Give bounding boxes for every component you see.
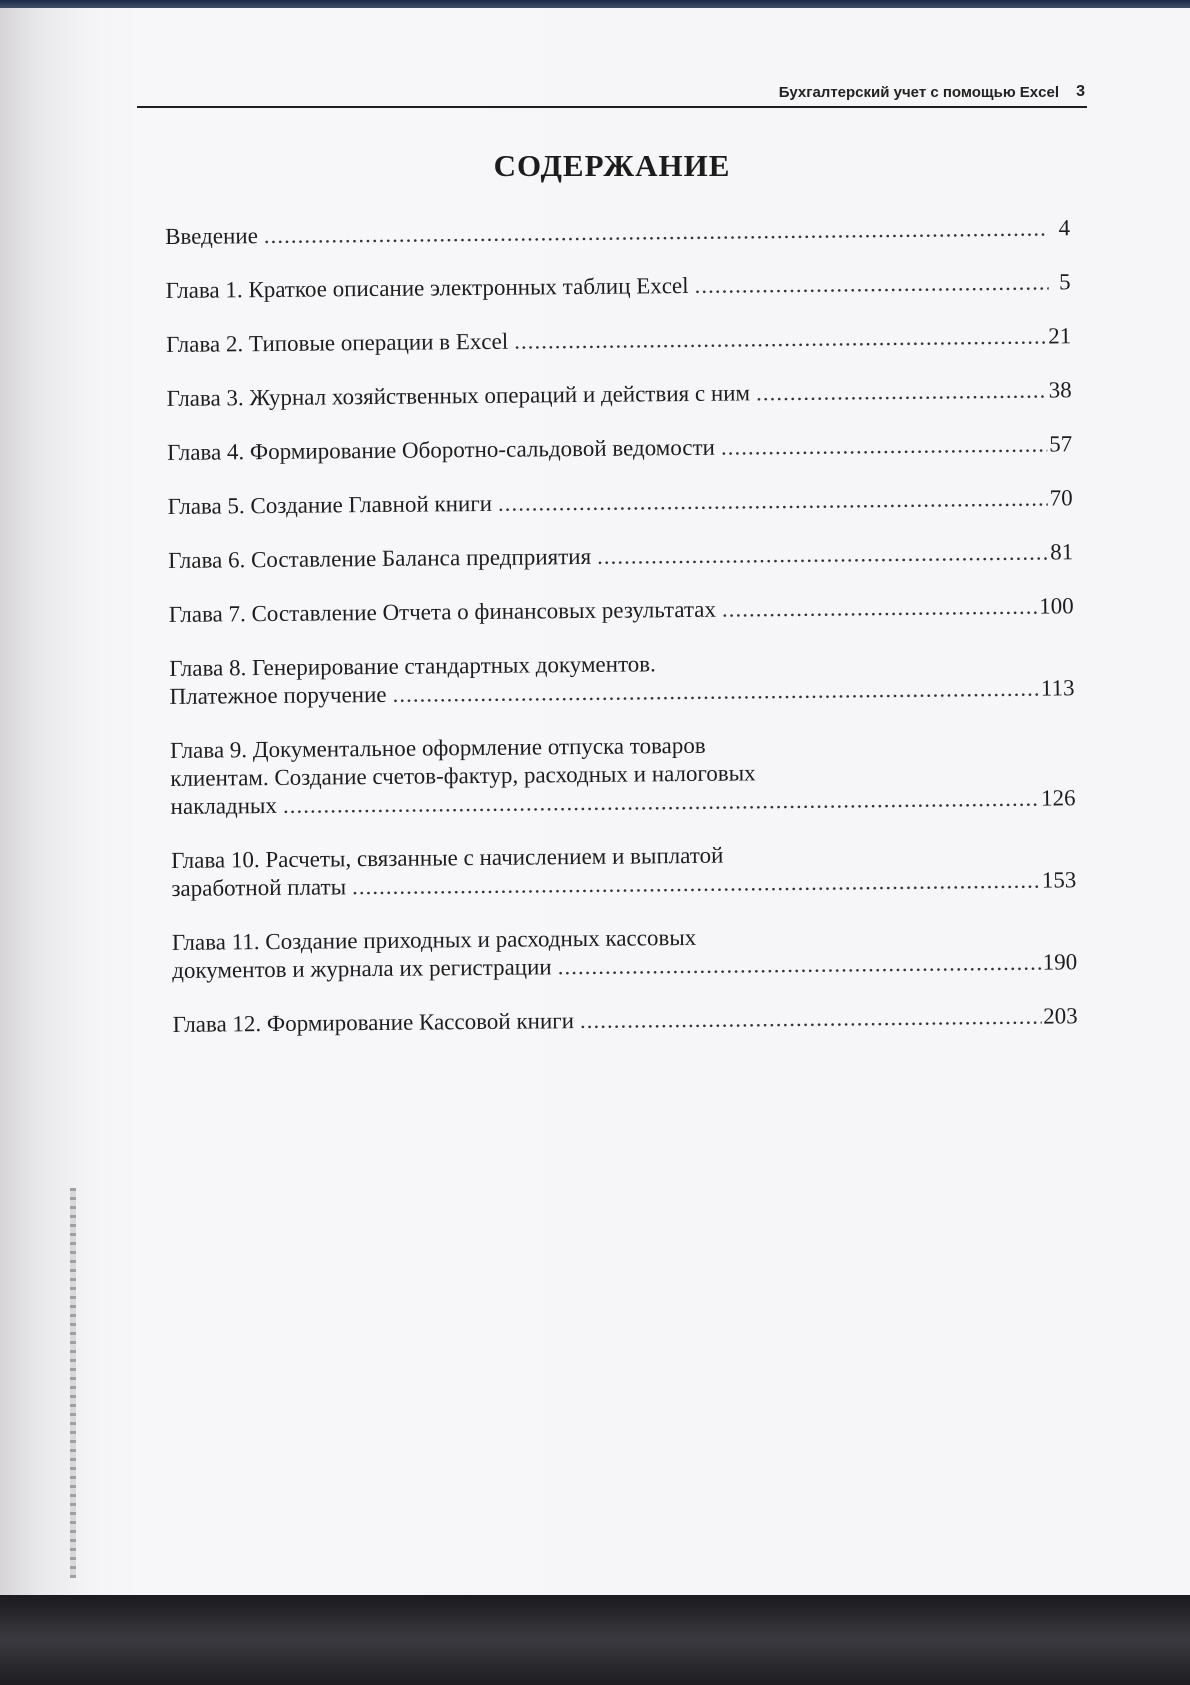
toc-entry-text: Глава 2. Типовые операции в Excel: [166, 328, 509, 357]
table-of-contents: [165, 214, 1078, 1065]
toc-page-number: 4: [1058, 215, 1071, 241]
toc-page-number: 126: [1040, 785, 1076, 811]
toc-entry-line: [168, 538, 1073, 575]
toc-dot-leader: [597, 539, 1048, 571]
running-header: [137, 74, 1087, 108]
toc-entry[interactable]: [168, 538, 1073, 575]
toc-dot-leader: [392, 675, 1039, 709]
toc-title: СОДЕРЖАНИЕ: [493, 148, 731, 183]
toc-entry-text: заработной платы: [171, 874, 347, 901]
toc-page-number: 190: [1042, 949, 1078, 975]
toc-entry-text: Введение: [165, 223, 258, 249]
toc-page-number: 81: [1050, 539, 1074, 565]
toc-entry-line: [166, 268, 1071, 305]
toc-entry-text: Глава 12. Формирование Кассовой книги: [172, 1008, 575, 1037]
toc-entry-line: [167, 376, 1072, 413]
toc-dot-leader: [264, 215, 1049, 251]
toc-entry-line: [165, 214, 1070, 251]
toc-page-number: 5: [1058, 269, 1071, 295]
toc-entry[interactable]: [169, 592, 1074, 629]
toc-entry-text: Глава 10. Расчеты, связанные с начислением и выплатой: [170, 842, 724, 873]
toc-entry[interactable]: [166, 322, 1071, 359]
toc-dot-leader: [694, 269, 1048, 300]
toc-entry-text: документов и журнала их регистрации: [172, 954, 552, 983]
toc-entry-line: [166, 322, 1071, 359]
toc-page-number: 153: [1041, 867, 1077, 893]
toc-entry[interactable]: [171, 838, 1076, 903]
toc-page-number: 21: [1048, 323, 1072, 349]
toc-entry-text: накладных: [170, 792, 278, 819]
toc-entry[interactable]: [170, 728, 1076, 821]
toc-entry-text: Глава 4. Формирование Оборотно-сальдовой ведомости: [167, 434, 716, 465]
toc-entry-text: Глава 8. Генерирование стандартных документов.: [169, 651, 656, 681]
binding-shadow: [70, 1188, 76, 1578]
toc-entry-text: Глава 9. Документальное оформление отпуска товаров: [169, 732, 706, 763]
toc-entry-text: Глава 6. Составление Баланса предприятия: [168, 543, 592, 573]
scan-bottom-edge: [0, 1595, 1190, 1685]
toc-dot-leader: [283, 785, 1039, 820]
toc-dot-leader: [557, 949, 1040, 982]
toc-entry[interactable]: [166, 268, 1071, 305]
toc-dot-leader: [580, 1003, 1041, 1035]
toc-entry-line: [169, 592, 1074, 629]
toc-entry-line: [173, 1002, 1078, 1039]
toc-entry[interactable]: [165, 214, 1070, 251]
toc-page-number: 203: [1043, 1003, 1078, 1029]
page-number: 3: [1076, 83, 1085, 100]
toc-entry-text: Глава 7. Составление Отчета о финансовых результатах: [168, 596, 717, 627]
toc-page-number: 100: [1039, 593, 1074, 619]
toc-dot-leader: [514, 323, 1046, 356]
toc-entry-text: Глава 1. Краткое описание электронных таблиц Excel: [165, 272, 689, 303]
toc-entry-text: клиентам. Создание счетов-фактур, расходных и налоговых: [170, 760, 756, 791]
toc-dot-leader: [756, 377, 1047, 408]
toc-entry[interactable]: [167, 376, 1072, 413]
toc-entry-line: [168, 484, 1073, 521]
toc-entry-text: Платежное поручение: [169, 681, 387, 709]
toc-page-number: 57: [1049, 431, 1073, 457]
running-title: Бухгалтерский учет с помощью Excel: [778, 84, 1059, 101]
toc-entry[interactable]: [173, 1002, 1078, 1039]
toc-entry[interactable]: [169, 646, 1074, 711]
toc-entry-text: Глава 11. Создание приходных и расходных кассовых: [171, 924, 697, 955]
toc-dot-leader: [721, 431, 1048, 462]
toc-entry-line: [167, 430, 1072, 467]
toc-page-number: 38: [1048, 377, 1072, 403]
toc-entry-text: Глава 5. Создание Главной книги: [167, 490, 493, 519]
toc-dot-leader: [722, 593, 1038, 624]
scan-top-edge: [0, 0, 1190, 8]
toc-entry[interactable]: [172, 920, 1077, 985]
book-page: [0, 8, 1190, 1595]
toc-page-number: 113: [1040, 675, 1075, 701]
toc-entry[interactable]: [167, 430, 1072, 467]
toc-dot-leader: [498, 485, 1048, 518]
toc-page-number: 70: [1049, 485, 1073, 511]
toc-dot-leader: [352, 867, 1040, 902]
toc-entry[interactable]: [168, 484, 1073, 521]
toc-entry-text: Глава 3. Журнал хозяйственных операций и действия с ним: [166, 380, 751, 411]
